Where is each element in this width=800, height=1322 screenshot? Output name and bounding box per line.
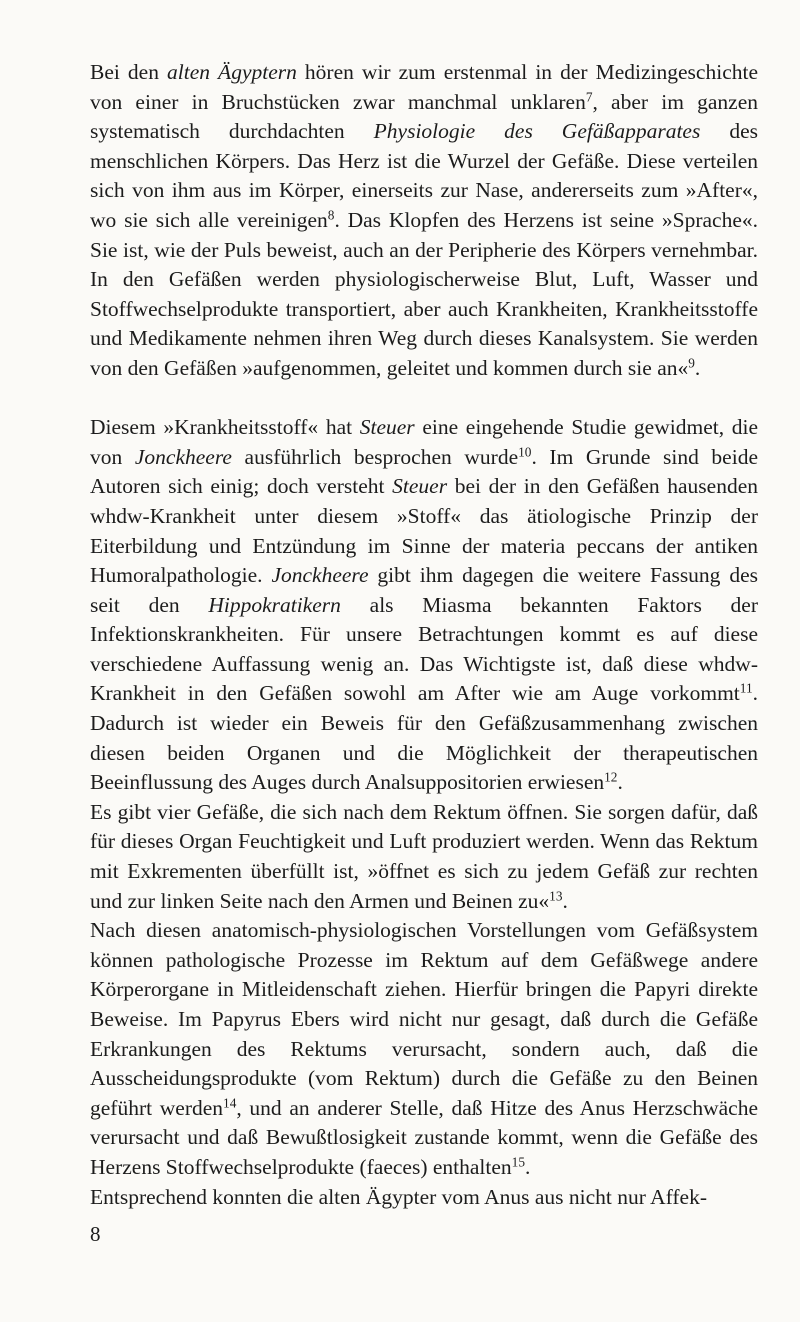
text-run: . — [562, 888, 568, 913]
text-run: . Dadurch ist wieder ein Beweis für den Gefäßzusammenhang zwischen diesen beiden Organen und die Möglichkeit der therapeutischen Beeinflussung des Auges durch Analsuppositorien erwiesen — [90, 681, 758, 795]
text-run: . Das Klopfen des Herzens ist seine »Sprache«. Sie ist, wie der Puls beweist, auch an der Peripherie des Körpers vernehmbar. In den Gefäßen werden physiologischerweise Blut, Luft, Wasser und Stoffwechselprodukte transportiert, aber auch Krankheiten, Krankheitsstoffe und Medikamente nehmen ihren Weg durch dieses Kanalsystem. Sie werden von den Gefäßen »aufgenommen, geleitet und kommen durch sie an« — [90, 207, 758, 380]
italic-text: Physiologie des Gefäßapparates — [373, 119, 701, 144]
footnote-ref: 15 — [511, 1154, 525, 1170]
text-run: , und an anderer Stelle, daß Hitze des Anus Herzschwäche verursacht und daß Bewußtlosigkeit zustande kommt, wenn die Gefäße des Herzens Stoffwechselprodukte (faeces) enthalten — [90, 1095, 758, 1179]
text-run: . Im Grunde sind beide Autoren sich einig; doch versteht — [90, 444, 758, 499]
text-run: Es gibt vier Gefäße, die sich nach dem Rektum öffnen. Sie sorgen dafür, daß für dieses Organ Feuchtigkeit und Luft produziert werden. Wenn das Rektum mit Exkrementen überfüllt ist, »öffnet es sich zu jedem Gefäß zur rechten und zur linken Seite nach den Armen und Beinen zu« — [90, 799, 758, 913]
text-run: . — [694, 355, 701, 380]
footnote-ref: 7 — [585, 89, 593, 105]
text-run: des menschlichen Körpers. Das Herz ist die Wurzel der Gefäße. Diese verteilen sich von ihm aus im Körper, einerseits zur Nase, andererseits zum »After«, wo sie sich alle vereinigen — [90, 119, 758, 232]
paragraph-1 — [90, 58, 758, 384]
text-run: , aber im ganzen systematisch durchdachten — [90, 89, 759, 144]
body-text — [90, 58, 758, 1212]
italic-text: alten Ägyptern — [167, 60, 297, 84]
paragraph-5 — [90, 1183, 758, 1213]
footnote-ref: 10 — [518, 444, 532, 460]
text-run: Nach diesen anatomisch-physiologischen Vorstellungen vom Gefäßsystem können pathologische Prozesse im Rektum auf dem Gefäßwege andere Körperorgane in Mitleidenschaft ziehen. Hierfür bringen die Papyri direkte Beweise. Im Papyrus Ebers wird nicht nur gesagt, daß durch die Gefäße Erkrankungen des Rektums verursacht, sondern auch, daß die Ausscheidungsprodukte (vom Rektum) durch die Gefäße zu den Beinen geführt werden — [90, 918, 758, 1120]
text-run: hören wir zum erstenmal in der Medizingeschichte von einer in Bruchstücken zwar manchmal unklaren — [90, 60, 758, 114]
paragraph-4 — [90, 916, 758, 1182]
paragraph-2 — [90, 413, 758, 798]
footnote-ref: 13 — [549, 888, 563, 904]
footnote-ref: 14 — [223, 1095, 237, 1111]
text-run: Entsprechend konnten die alten Ägypter vom Anus aus nicht nur Affek- — [90, 1184, 707, 1209]
text-run: eine eingehende Studie gewidmet, die von — [90, 415, 758, 469]
italic-text: Jonckheere — [271, 563, 369, 588]
text-run: als Miasma bekannten Faktors der Infektionskrankheiten. Für unsere Betrachtungen kommt es auf diese verschiedene Auffassung wenig an. Das Wichtigste ist, daß diese whdw-Krankheit in den Gefäßen sowohl am After wie am Auge vorkommt — [90, 592, 759, 706]
text-run: . — [524, 1154, 531, 1179]
italic-text: Hippokratikern — [208, 592, 341, 617]
italic-text: Steuer — [392, 474, 448, 499]
paragraph-3 — [90, 798, 758, 916]
italic-text: Steuer — [359, 415, 415, 440]
text-run: bei der in den Gefäßen hausenden whdw-Krankheit unter diesem »Stoff« das ätiologische Prinzip der Eiterbildung und Entzündung im Sinne der materia peccans der antiken Humoralpathologie. — [90, 474, 759, 588]
text-run: gibt ihm dagegen die weitere Fassung des seit den — [90, 563, 758, 617]
text-run: . — [617, 770, 623, 795]
footnote-ref: 9 — [688, 355, 695, 371]
footnote-ref: 12 — [604, 769, 618, 785]
italic-text: Jonckheere — [134, 444, 232, 469]
text-run: ausführlich besprochen wurde — [231, 444, 519, 469]
text-run: Bei den — [90, 60, 168, 84]
footnote-ref: 11 — [739, 681, 753, 697]
page-number: 8 — [90, 1222, 101, 1246]
footnote-ref: 8 — [327, 207, 335, 223]
text-run: Diesem »Krankheitsstoff« hat — [90, 415, 360, 440]
